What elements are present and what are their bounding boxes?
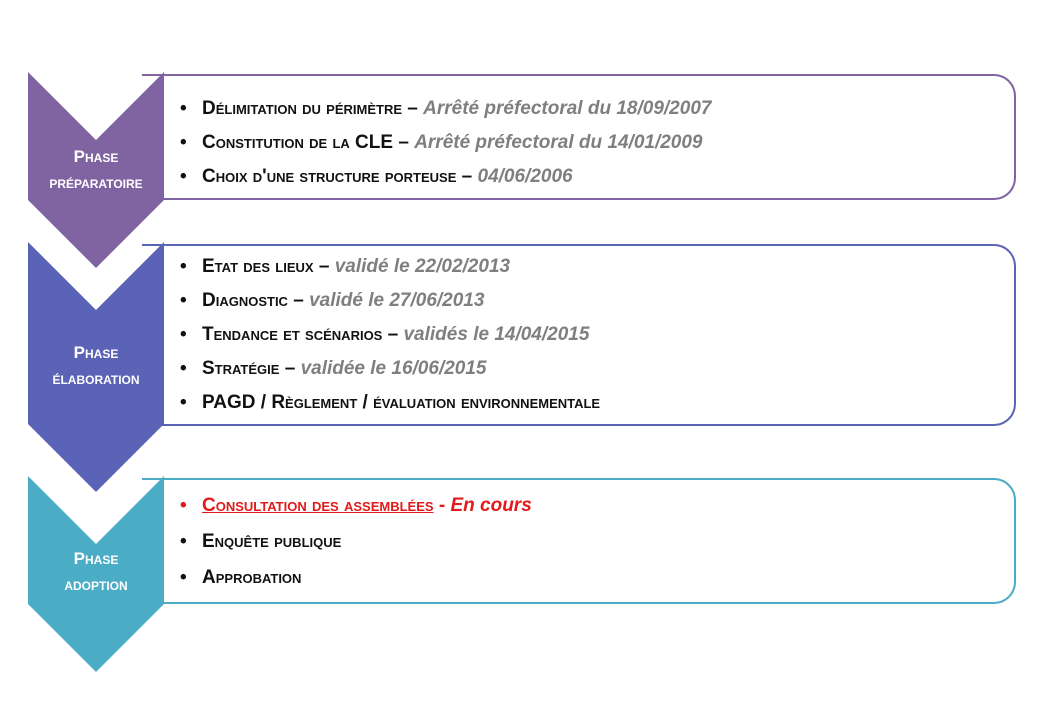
item-date: validés le 14/04/2015 (403, 324, 590, 345)
bullet-icon: • (180, 132, 187, 153)
list-item (180, 160, 711, 194)
phase-elaboration-list (180, 250, 600, 420)
item-date: validé le 27/06/2013 (309, 290, 485, 311)
item-date: validée le 16/06/2015 (300, 358, 487, 379)
item-title: Choix d'une structure porteuse (202, 166, 457, 187)
phase-preparatoire-list (180, 92, 711, 194)
item-separator: – (313, 256, 335, 277)
item-title: Diagnostic (202, 290, 288, 311)
phase-elaboration-box (142, 244, 1016, 426)
item-title: Tendance et scénarios (202, 324, 383, 345)
phase-preparatoire-box (142, 74, 1016, 200)
list-item (180, 488, 532, 524)
list-item (180, 560, 532, 596)
item-separator: – (393, 132, 415, 153)
item-title: Etat des lieux (202, 256, 314, 277)
phase-elaboration (0, 242, 1040, 492)
list-item (180, 386, 600, 420)
item-date: Arrêté préfectoral du 18/09/2007 (423, 98, 712, 119)
item-separator: – (456, 166, 478, 187)
item-title: Enquête publique (202, 531, 342, 552)
phase-label-line2: préparatoire (49, 173, 143, 192)
bullet-icon: • (180, 98, 187, 119)
phase-label-line2: élaboration (52, 369, 140, 388)
phase-adoption-label (28, 546, 164, 598)
bullet-icon: • (180, 495, 187, 516)
list-item (180, 284, 600, 318)
bullet-icon: • (180, 290, 187, 311)
list-item (180, 524, 532, 560)
phase-elaboration-label (28, 340, 164, 392)
item-date: 04/06/2006 (477, 166, 573, 187)
bullet-icon: • (180, 531, 187, 552)
item-separator: – (402, 98, 424, 119)
phase-adoption-list (180, 488, 532, 596)
bullet-icon: • (180, 324, 187, 345)
list-item (180, 250, 600, 284)
item-title: Stratégie (202, 358, 280, 379)
phase-adoption-box (142, 478, 1016, 604)
item-title: PAGD / Règlement / évaluation environnementale (202, 392, 601, 413)
list-item (180, 92, 711, 126)
item-date: validé le 22/02/2013 (334, 256, 511, 277)
bullet-icon: • (180, 358, 187, 379)
phase-label-line1: Phase (73, 343, 119, 362)
item-separator: – (287, 290, 310, 311)
item-title: Approbation (202, 567, 302, 588)
item-separator: – (382, 324, 404, 345)
phase-label-line2: adoption (64, 575, 128, 594)
item-separator: - (433, 495, 451, 516)
phase-preparatoire-label (28, 144, 164, 196)
phase-adoption (0, 476, 1040, 672)
bullet-icon: • (180, 166, 187, 187)
list-item (180, 126, 711, 160)
bullet-icon: • (180, 392, 187, 413)
bullet-icon: • (180, 567, 187, 588)
item-separator: – (279, 358, 301, 379)
item-title: Constitution de la CLE (202, 132, 394, 153)
item-status: En cours (450, 495, 532, 516)
item-date: Arrêté préfectoral du 14/01/2009 (414, 132, 703, 153)
item-title: Délimitation du périmètre (202, 98, 403, 119)
item-title: Consultation des assemblées (202, 495, 434, 516)
phase-label-line1: Phase (73, 147, 119, 166)
bullet-icon: • (180, 256, 187, 277)
phase-label-line1: Phase (73, 549, 119, 568)
list-item (180, 318, 600, 352)
list-item (180, 352, 600, 386)
